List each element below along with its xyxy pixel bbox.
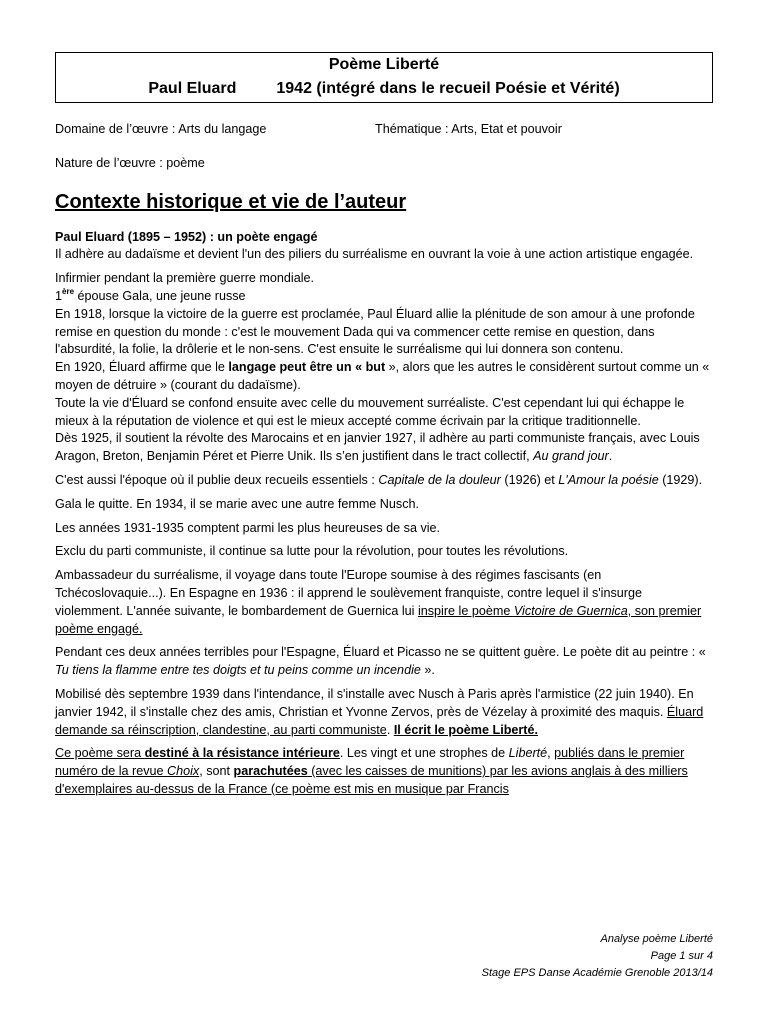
author-line <box>56 77 712 101</box>
p3-title-2: L'Amour la poésie <box>558 472 659 487</box>
p9-underlined: Éluard demande sa réinscription, clandestine, au parti communiste <box>55 704 704 737</box>
bio-line-4-a: En 1920, Éluard affirme que le <box>55 360 229 375</box>
intro-title: Paul Eluard (1895 – 1952) : un poète engagé <box>55 229 318 244</box>
theme-field: Thématique : Arts, Etat et pouvoir <box>375 122 562 136</box>
paragraph-recueils <box>55 472 713 490</box>
publication-note: 1942 (intégré dans le recueil Poésie et Vérité) <box>276 80 620 97</box>
author-name: Paul Eluard <box>148 80 237 97</box>
meta-row <box>55 121 713 139</box>
ordinal-suffix: ère <box>62 286 75 296</box>
document-page <box>55 52 713 805</box>
paragraph-annees: Les années 1931-1935 comptent parmi les plus heureuses de sa vie. <box>55 520 441 535</box>
bio-line-6-c: . <box>608 449 613 464</box>
p3-c: (1929). <box>658 472 703 487</box>
paragraph-biography <box>55 270 713 466</box>
bio-line-5: Toute la vie d'Éluard se confond ensuite avec celle du mouvement surréaliste. C'est cependant lui qui échappe le mieux à la réputation de violence et qui est le mieux accepté comme écrivain par la critique traditionnelle. <box>55 395 685 428</box>
p10-u2: publiés dans le premier numéro de la revue <box>55 746 685 779</box>
paragraph-gala: Gala le quitte. En 1934, il se marie avec une autre femme Nusch. <box>55 496 420 511</box>
p10-bold-1: destiné à la résistance intérieure <box>144 746 340 761</box>
bio-line-6 <box>55 430 713 466</box>
p8-a: Pendant ces deux années terribles pour l'Espagne, Éluard et Picasso ne se quittent guère. Le poète dit au peintre : « <box>55 645 706 660</box>
p7-a: Ambassadeur du surréalisme, il voyage dans toute l'Europe soumise à des régimes fascisants (en Tchécoslovaquie...). En Espagne en 1936 : il apprend le soulèvement franquiste, contre lequel il s'insurge violemment. L'année suivante, le bombardement de Guernica lui <box>55 568 642 618</box>
bio-line-1: Infirmier pendant la première guerre mondiale. <box>55 271 315 286</box>
footer-title: Analyse poème Liberté <box>600 933 713 945</box>
p10-bold-2: parachutées <box>233 764 308 779</box>
nature-field: Nature de l’œuvre : poème <box>55 155 205 170</box>
p9-b: . <box>386 722 394 737</box>
bio-line-6-a: Dès 1925, il soutient la révolte des Marocains et en janvier 1927, il adhère au parti communiste français, avec Louis Aragon, Breton, Benjamin Péret et Pierre Unik. Ils s’en justifient dans le tract collectif, <box>55 431 700 464</box>
domain-field: Domaine de l’œuvre : Arts du langage <box>55 122 267 136</box>
p10-italic: Liberté <box>508 746 548 761</box>
p10-d: , sont <box>199 764 234 779</box>
paragraph-exclu: Exclu du parti communiste, il continue sa lutte pour la révolution, pour toutes les révolutions. <box>55 544 569 559</box>
bio-line-2 <box>55 288 713 306</box>
p8-quote: Tu tiens la flamme entre tes doigts et tu peins comme un incendie <box>55 663 421 678</box>
paragraph-picasso <box>55 644 713 680</box>
p7-u1: inspire le poème <box>417 603 514 618</box>
bio-line-3: En 1918, lorsque la victoire de la guerre est proclamée, Paul Éluard allie la plénitude de son amour à une profonde remise en question du monde : c'est le mouvement Dada qui va commencer cette remise en question, dans l'absurdité, la folie, la drôlerie et le non-sens. C'est ensuite le surréalisme qui lui donnera son contenu. <box>55 306 695 357</box>
footer-source: Stage EPS Danse Académie Grenoble 2013/14 <box>481 967 713 979</box>
bio-line-2-text: épouse Gala, une jeune russe <box>74 288 246 303</box>
paragraph-ambassadeur <box>55 567 713 638</box>
p10-b: . Les vingt et une strophes de <box>339 746 509 761</box>
paragraph-mobilise <box>55 686 713 739</box>
paragraph-poeme <box>55 745 713 798</box>
p10-c: , <box>547 746 555 761</box>
page-footer <box>482 931 713 982</box>
page-number: Page 1 sur 4 <box>650 950 713 962</box>
bio-line-4-c: », alors que les autres le considèrent surtout comme un « moyen de détruire » (courant du dadaïsme). <box>55 360 710 392</box>
p8-c: ». <box>420 663 435 678</box>
p10-u3: (avec les caisses de munitions) par les avions anglais à des milliers d'exemplaires au-dessus de la France (ce poème est mis en musique par Francis <box>55 764 688 796</box>
bio-line-4-bold: langage peut être un « but <box>228 360 386 375</box>
p3-a: C'est aussi l'époque où il publie deux recueils essentiels : <box>55 472 379 487</box>
p7-poem-title: Victoire de Guernica <box>513 603 628 618</box>
p10-revue: Choix <box>167 764 200 779</box>
title-box <box>55 52 713 103</box>
document-title: Poème Liberté <box>328 56 440 73</box>
p3-b: (1926) et <box>500 472 559 487</box>
p3-title-1: Capitale de la douleur <box>378 472 501 487</box>
p9-a: Mobilisé dès septembre 1939 dans l'intendance, il s'installe avec Nusch à Paris après l'armistice (22 juin 1940). En janvier 1942, il s'installe chez des amis, Christian et Yvonne Zervos, près de Vézelay à proximité des maquis. <box>55 686 694 719</box>
section-heading: Contexte historique et vie de l’auteur <box>55 190 407 213</box>
paragraph-intro <box>55 229 713 265</box>
bio-line-6-italic: Au grand jour <box>533 449 609 464</box>
intro-text: Il adhère au dadaïsme et devient l'un des piliers du surréalisme en ouvrant la voie à une action artistique engagée. <box>55 247 694 262</box>
bio-line-4 <box>55 359 713 395</box>
ordinal-number: 1 <box>55 288 63 303</box>
p10-u1: Ce poème sera <box>55 746 145 761</box>
p9-bold-underlined: Il écrit le poème Liberté. <box>393 722 538 737</box>
p7-u2: , son premier poème engagé. <box>55 603 702 636</box>
